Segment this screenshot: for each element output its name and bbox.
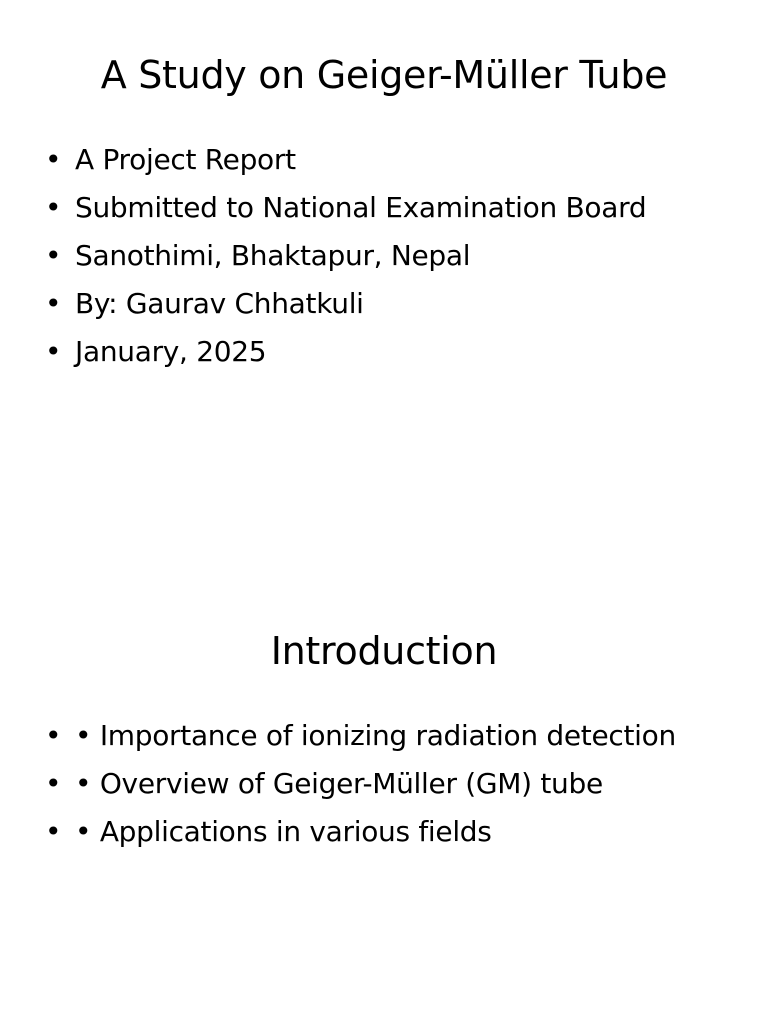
bullet-item — [45, 287, 364, 320]
bullet-item — [45, 719, 676, 752]
slide-introduction — [0, 576, 768, 1024]
bullet-item — [45, 815, 492, 848]
bullet-icon: • — [45, 767, 62, 800]
bullet-item — [45, 239, 471, 272]
bullet-icon: • — [45, 191, 62, 224]
bullet-text: January, 2025 — [75, 335, 267, 368]
bullet-icon: • — [45, 815, 62, 848]
bullet-icon: • — [45, 335, 62, 368]
bullet-text: Sanothimi, Bhaktapur, Nepal — [75, 239, 471, 272]
bullet-icon: • — [45, 719, 62, 752]
bullet-icon: • — [45, 143, 62, 176]
bullet-item — [45, 143, 296, 176]
bullet-text: By: Gaurav Chhatkuli — [75, 287, 364, 320]
bullet-icon: • — [45, 287, 62, 320]
bullet-text: • Overview of Geiger-Müller (GM) tube — [75, 767, 603, 800]
bullet-text: • Applications in various fields — [75, 815, 492, 848]
slide-title: A Study on Geiger-Müller Tube — [100, 53, 668, 97]
bullet-item — [45, 767, 603, 800]
bullet-item — [45, 335, 267, 368]
bullet-text: Submitted to National Examination Board — [75, 191, 647, 224]
bullet-text: A Project Report — [75, 143, 296, 176]
bullet-icon: • — [45, 239, 62, 272]
bullet-item — [45, 191, 647, 224]
slide-title: Introduction — [270, 629, 498, 673]
bullet-text: • Importance of ionizing radiation detection — [75, 719, 676, 752]
